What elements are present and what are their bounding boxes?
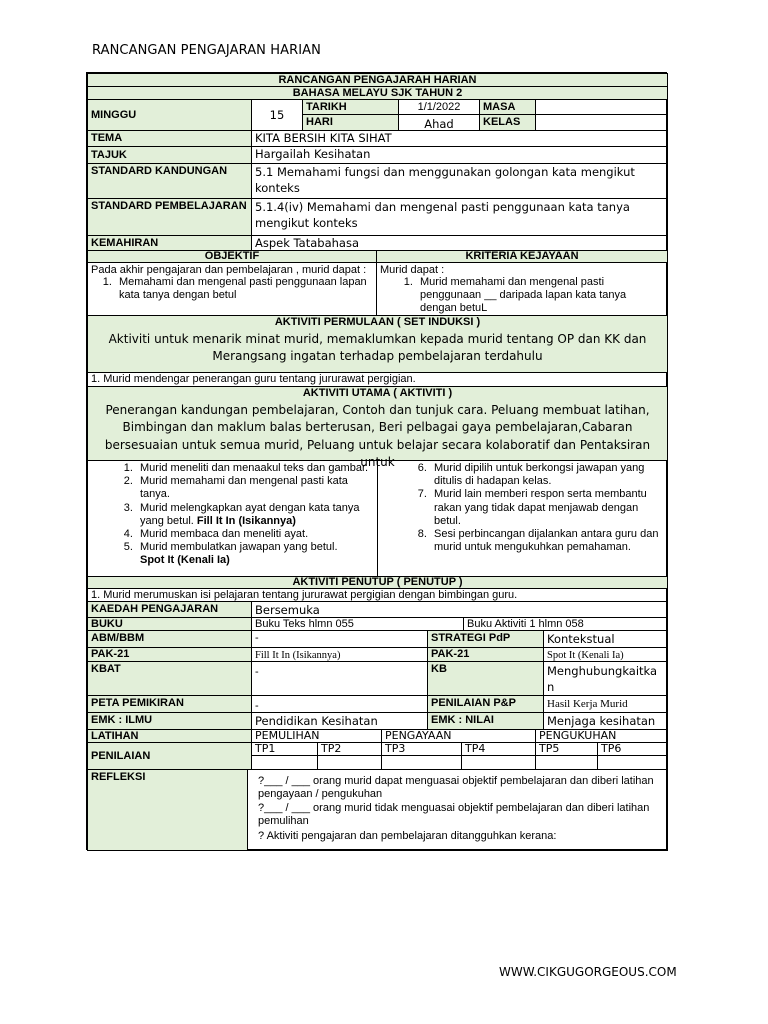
objektif-content: [87, 262, 377, 316]
kriteria-label: KRITERIA KEJAYAAN: [376, 250, 668, 263]
utama-step: [136, 502, 377, 528]
tema-value: KITA BERSIH KITA SIHAT: [251, 130, 668, 147]
abm-value: -: [251, 630, 428, 648]
emk-ilmu-value: Pendidikan Kesihatan: [251, 712, 428, 730]
tajuk-value: Hargailah Kesihatan: [251, 146, 668, 164]
standard-pembelajaran-label: STANDARD PEMBELAJARAN: [87, 198, 252, 236]
kaedah-value: Bersemuka: [251, 601, 668, 618]
tp1-cell: [251, 755, 318, 770]
tp2-header: TP2: [317, 742, 382, 756]
buku-aktiviti: Buku Aktiviti 1 hlmn 058: [463, 617, 668, 631]
form-subtitle: BAHASA MELAYU SJK TAHUN 2: [87, 86, 668, 100]
peta-pemikiran-label: PETA PEMIKIRAN: [87, 695, 252, 713]
buku-label: BUKU: [87, 617, 252, 631]
utama-step: 1. Murid meneliti dan menaakul teks dan gambar.: [136, 462, 377, 475]
tp4-cell: [461, 755, 536, 770]
masa-label: MASA: [479, 99, 536, 115]
objektif-intro: Pada akhir pengajaran dan pembelajaran , murid dapat :: [91, 264, 367, 276]
latihan-pengukuhan: PENGUKUHAN: [535, 729, 668, 743]
tajuk-label: TAJUK: [87, 146, 252, 164]
pak21-value-2: Spot It (Kenali Ia): [543, 647, 668, 662]
kriteria-content: [376, 262, 668, 316]
kb-label: KB: [427, 661, 544, 696]
penutup-step: 1. Murid merumuskan isi pelajaran tentang jururawat pergigian dengan bimbingan guru.: [87, 588, 668, 602]
permulaan-label: AKTIVITI PERMULAAN ( SET INDUKSI ): [274, 316, 481, 329]
pak21-activity-spot: Spot It (Kenali Ia): [140, 554, 230, 567]
footer-website: WWW.CIKGUGORGEOUS.COM: [499, 965, 677, 979]
utama-step: [136, 541, 377, 567]
refleksi-line: ? Aktiviti pengajaran dan pembelajaran ditangguhkan kerana:: [258, 829, 557, 842]
utama-step: 2. Murid memahami dan mengenal pasti kata tanya.: [136, 475, 377, 501]
latihan-label: LATIHAN: [87, 729, 252, 743]
utama-steps-left: [87, 460, 378, 577]
latihan-pengayaan: PENGAYAAN: [381, 729, 536, 743]
document-title: RANCANGAN PENGAJARAN HARIAN: [92, 43, 321, 58]
hari-value: Ahad: [398, 114, 480, 131]
permulaan-block: [87, 315, 668, 373]
refleksi-line: ?___ / ___ orang murid dapat menguasai objektif pembelajaran dan diberi latihan pengayaan / pengukuhan: [258, 775, 654, 801]
strategi-value: Kontekstual: [543, 630, 668, 648]
hari-label: HARI: [302, 114, 399, 131]
tp5-header: TP5: [535, 742, 598, 756]
kb-value: Menghubungkaitkan: [543, 661, 668, 696]
objektif-item: 1. Memahami dan mengenal pasti penggunaan lapan kata tanya dengan betul: [115, 276, 373, 302]
standard-pembelajaran-value: 5.1.4(iv) Memahami dan mengenal pasti penggunaan kata tanya mengikut konteks: [251, 198, 668, 236]
tp6-header: TP6: [597, 742, 668, 756]
pak21-label-2: PAK-21: [427, 647, 544, 662]
standard-kandungan-label: STANDARD KANDUNGAN: [87, 163, 252, 199]
kaedah-label: KAEDAH PENGAJARAN: [87, 601, 252, 618]
latihan-pemulihan: PEMULIHAN: [251, 729, 382, 743]
penilaian-pp-value: Hasil Kerja Murid: [543, 695, 668, 713]
emk-ilmu-label: EMK : ILMU: [87, 712, 252, 730]
tarikh-value: 1/1/2022: [398, 99, 480, 115]
tp4-header: TP4: [461, 742, 536, 756]
emk-nilai-label: EMK : NILAI: [427, 712, 544, 730]
standard-kandungan-value: 5.1 Memahami fungsi dan menggunakan golongan kata mengikut konteks: [251, 163, 668, 199]
pak21-activity-fill: Fill It In (Isikannya): [196, 514, 296, 527]
kbat-value: -: [251, 661, 428, 696]
peta-pemikiran-value: -: [251, 695, 428, 713]
utama-step-text: Murid melengkapkan ayat dengan kata tanya yang betul.: [140, 501, 360, 527]
kemahiran-value: Aspek Tatabahasa: [251, 235, 668, 251]
kriteria-intro: Murid dapat :: [380, 264, 445, 276]
form-title: RANCANGAN PENGAJARAH HARIAN: [87, 73, 668, 87]
emk-nilai-value: Menjaga kesihatan: [543, 712, 668, 730]
refleksi-content: [247, 769, 668, 851]
tp2-cell: [317, 755, 382, 770]
kriteria-item: 1. Murid memahami dan mengenal pasti penggunaan __ daripada lapan kata tanya dengan betuL: [416, 276, 664, 316]
pak21-value: Fill It In (Isikannya): [251, 647, 428, 662]
minggu-label: MINGGU: [87, 99, 252, 131]
objektif-label: OBJEKTIF: [87, 250, 377, 263]
utama-description: Penerangan kandungan pembelajaran, Contoh dan tunjuk cara. Peluang membuat latihan, Bimbingan dan maklum balas berterusan, Beri pelbagai gaya pembelajaran,Cabaran bersesuaian untuk semua murid, Peluang untuk belajar secara kolaboratif dan Pentaksiran untuk: [104, 403, 651, 470]
pak21-label: PAK-21: [87, 647, 252, 662]
penutup-label: AKTIVITI PENUTUP ( PENUTUP ): [87, 576, 668, 589]
utama-step: 8. Sesi perbincangan dijalankan antara guru dan murid untuk mengukuhkan pemahaman.: [430, 528, 667, 554]
minggu-value: 15: [251, 99, 303, 131]
kbat-label: KBAT: [87, 661, 252, 696]
permulaan-description: Aktiviti untuk menarik minat murid, memaklumkan kepada murid tentang OP dan KK dan Merangsang ingatan terhadap pembelajaran terdahulu: [108, 332, 647, 364]
utama-step-text: Murid membulatkan jawapan yang betul.: [140, 541, 338, 554]
utama-steps-right: [377, 460, 668, 577]
tp3-cell: [381, 755, 462, 770]
rph-form: [86, 72, 667, 850]
buku-teks: Buku Teks hlmn 055: [251, 617, 464, 631]
utama-step: 4. Murid membaca dan meneliti ayat.: [136, 528, 377, 541]
kelas-value: [535, 114, 668, 131]
penilaian-pp-label: PENILAIAN P&P: [427, 695, 544, 713]
permulaan-step: 1. Murid mendengar penerangan guru tentang jururawat pergigian.: [87, 372, 668, 387]
abm-label: ABM/BBM: [87, 630, 252, 648]
kelas-label: KELAS: [479, 114, 536, 131]
refleksi-line: ?___ / ___ orang murid tidak menguasai objektif pembelajaran dan diberi latihan pemulihan: [258, 801, 650, 828]
penilaian-label: PENILAIAN: [87, 742, 252, 770]
tp6-cell: [597, 755, 668, 770]
tp3-header: TP3: [381, 742, 462, 756]
tp5-cell: [535, 755, 598, 770]
masa-value: [535, 99, 668, 115]
tp1-header: TP1: [251, 742, 318, 756]
tarikh-label: TARIKH: [302, 99, 399, 115]
refleksi-label: REFLEKSI: [87, 769, 248, 851]
utama-label: AKTIVITI UTAMA ( AKTIVITI ): [302, 387, 453, 400]
tema-label: TEMA: [87, 130, 252, 147]
strategi-label: STRATEGI PdP: [427, 630, 544, 648]
utama-step: 7. Murid lain memberi respon serta membantu rakan yang tidak dapat menjawab dengan betul.: [430, 488, 667, 528]
kemahiran-label: KEMAHIRAN: [87, 235, 252, 251]
utama-step: 6. Murid dipilih untuk berkongsi jawapan yang ditulis di hadapan kelas.: [430, 462, 667, 488]
